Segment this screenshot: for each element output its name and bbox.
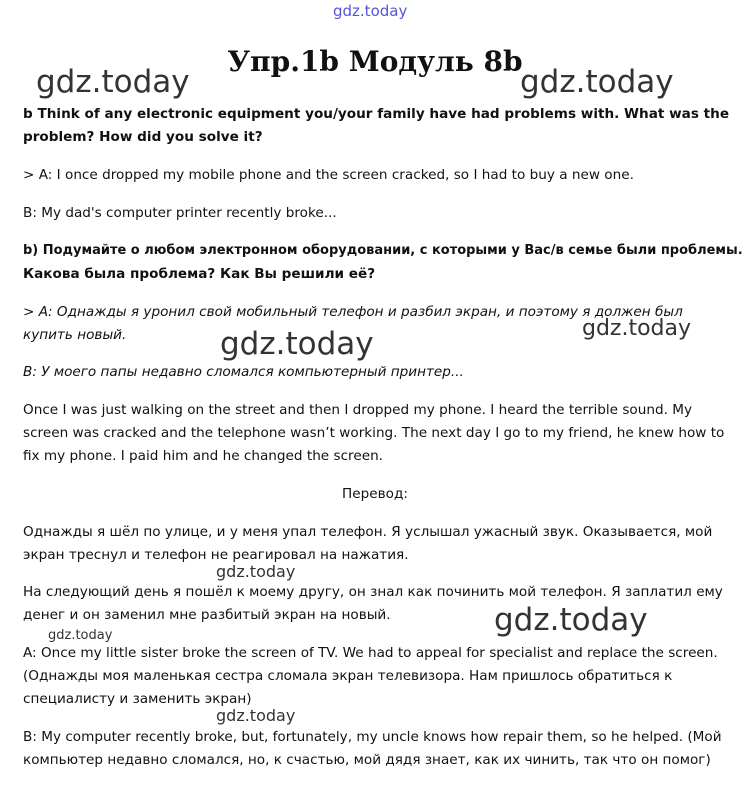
watermark-lower-left: gdz.today [48,628,113,643]
example-en-a: > A: I once dropped my mobile phone and the screen cracked, so I had to buy a new one. [23,167,634,183]
answer-ru-line-1: Однажды я шёл по улице, и у меня упал телефон. Я услышал ужасный звук. Оказывается, мой [23,524,713,540]
task-en-line-2: problem? How did you solve it? [23,129,263,145]
task-ru-line-1: b) Подумайте о любом электронном оборудовании, с которыми у Вас/в семье были проблемы. [23,243,743,258]
dialog-b-line-2: компьютер недавно сломался, но, к счастью, мой дядя знает, как их чинить, так что он помог) [23,752,711,768]
dialog-a-line-3: специалисту и заменить экран) [23,691,252,707]
answer-en-line-3: fix my phone. I paid him and he changed the screen. [23,448,384,464]
dialog-a-line-1: A: Once my little sister broke the screen of TV. We had to appeal for specialist and replace the screen. [23,645,718,661]
watermark-bottom-center: gdz.today [216,706,296,725]
example-ru-b: В: У моего папы недавно сломался компьютерный принтер... [23,364,464,380]
watermark-lower-right: gdz.today [494,602,648,638]
example-ru-a-line-1: > А: Однажды я уронил свой мобильный телефон и разбил экран, и поэтому я должен был [23,304,683,320]
watermark-right: gdz.today [520,64,674,100]
task-en-line-1: b Think of any electronic equipment you/your family have had problems with. What was the [23,106,730,122]
watermark-lower-center: gdz.today [216,562,296,581]
example-ru-a-line-2: купить новый. [23,327,127,343]
watermark-mid-center: gdz.today [220,326,374,362]
translation-label: Перевод: [342,486,408,502]
answer-ru-line-2: экран треснул и телефон не реагировал на нажатия. [23,547,409,563]
example-en-b: B: My dad's computer printer recently broke... [23,205,337,221]
page-title: Упр.1b Модуль 8b [227,45,523,78]
dialog-b-line-1: B: My computer recently broke, but, fortunately, my uncle knows how repair them, so he helped. (Мой [23,729,722,745]
watermark-left: gdz.today [36,64,190,100]
dialog-a-line-2: (Однажды моя маленькая сестра сломала экран телевизора. Нам пришлось обратиться к [23,668,673,684]
answer-ru-line-3: На следующий день я пошёл к моему другу, он знал как починить мой телефон. Я заплатил ему [23,584,723,600]
watermark-top: gdz.today [333,2,408,20]
answer-ru-line-4: денег и он заменил мне разбитый экран на новый. [23,607,391,623]
answer-en-line-1: Once I was just walking on the street and then I dropped my phone. I heard the terrible sound. My [23,402,692,418]
answer-en-line-2: screen was cracked and the telephone wasn’t working. The next day I go to my friend, he knew how to [23,425,725,441]
task-ru-line-2: Какова была проблема? Как Вы решили её? [23,266,376,282]
watermark-mid-right: gdz.today [582,316,692,341]
